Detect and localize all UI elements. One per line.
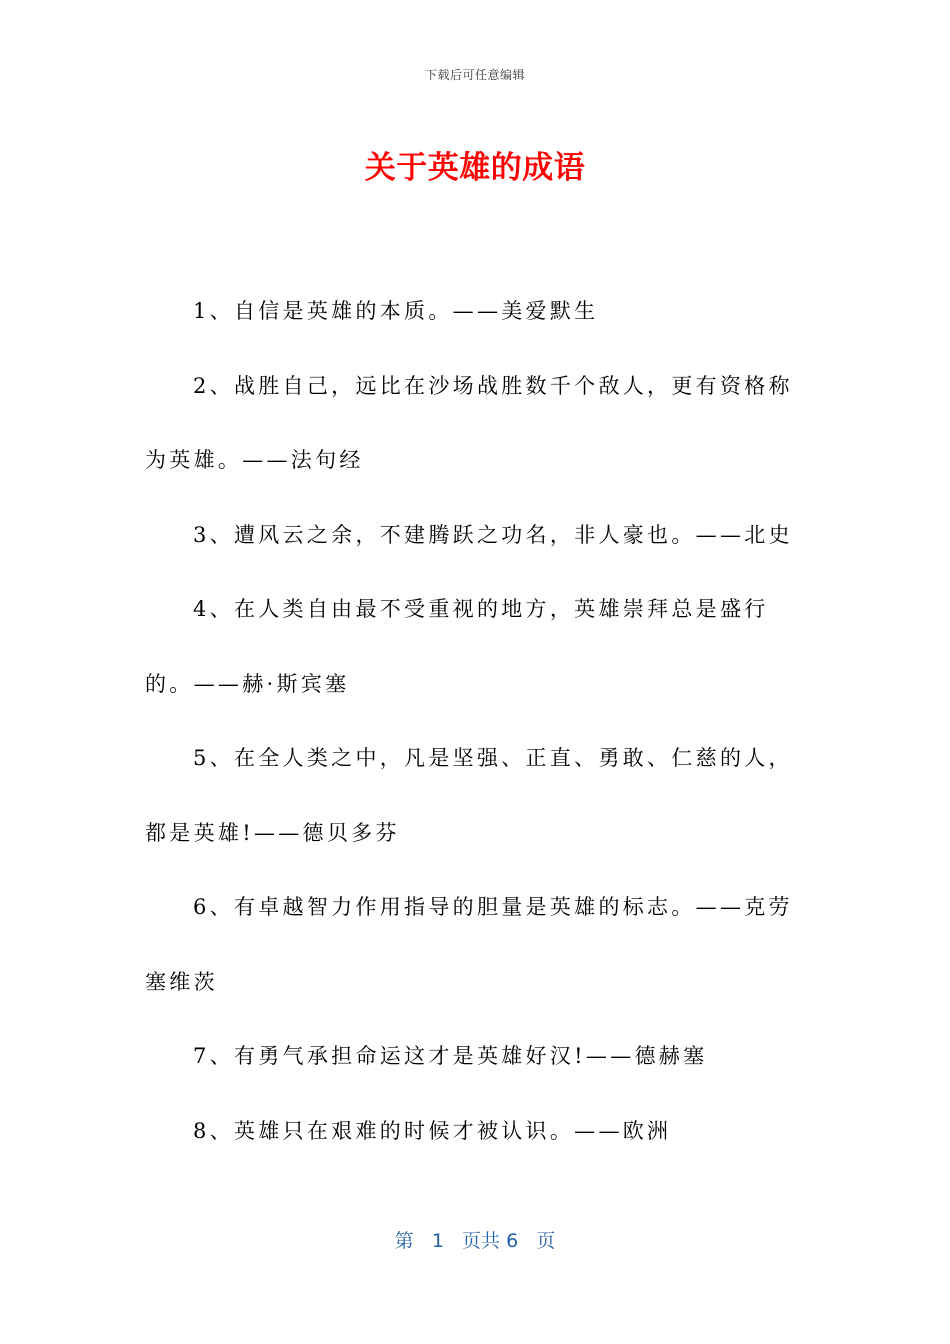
footer-total-pages: 6 (506, 1230, 519, 1252)
page-footer (0, 1226, 950, 1253)
quote-paragraph: 5、在全人类之中，凡是坚强、正直、勇敢、仁慈的人，都是英雄!——德贝多芬 (145, 746, 793, 845)
quote-paragraph: 1、自信是英雄的本质。——美爱默生 (193, 299, 599, 323)
document-title: 关于英雄的成语 (364, 150, 586, 186)
quote-paragraph: 7、有勇气承担命运这才是英雄好汉!——德赫塞 (193, 1044, 708, 1068)
quote-paragraph: 8、英雄只在艰难的时候才被认识。——欧洲 (193, 1118, 672, 1143)
document-body (145, 274, 805, 1168)
quote-paragraph: 6、有卓越智力作用指导的胆量是英雄的标志。——克劳塞维茨 (145, 895, 793, 994)
footer-label-page: 第 (394, 1230, 414, 1252)
quote-paragraph: 2、战胜自己，远比在沙场战胜数千个敌人，更有资格称为英雄。——法句经 (145, 373, 793, 472)
quote-paragraph: 4、在人类自由最不受重视的地方，英雄崇拜总是盛行的。——赫·斯宾塞 (145, 597, 769, 696)
footer-label-of: 页共 (462, 1230, 501, 1252)
footer-current-page: 1 (431, 1230, 444, 1252)
footer-label-end: 页 (536, 1230, 556, 1252)
quote-paragraph: 3、遭风云之余，不建腾跃之功名，非人豪也。——北史 (193, 522, 793, 547)
header-note: 下载后可任意编辑 (424, 68, 525, 82)
